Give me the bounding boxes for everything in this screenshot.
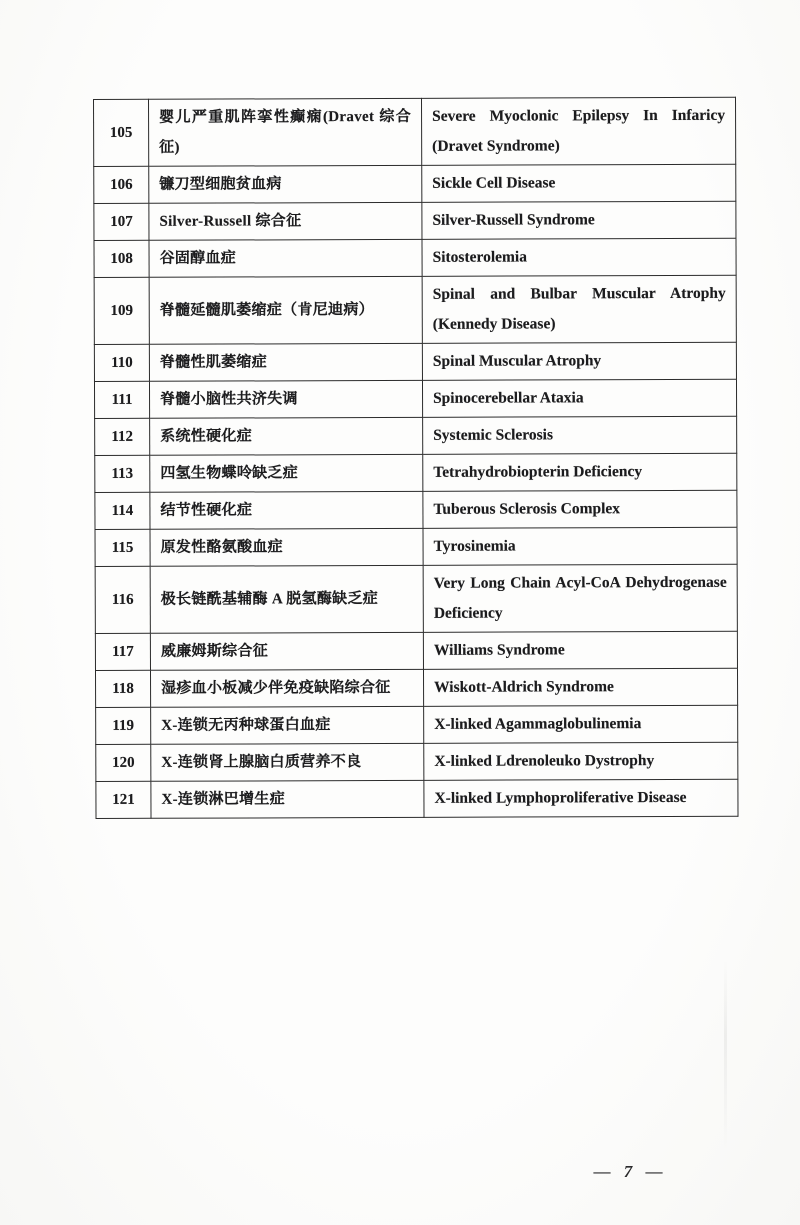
table-row — [95, 527, 737, 566]
english-name-cell: Systemic Sclerosis — [423, 416, 737, 454]
table-row — [94, 275, 736, 344]
chinese-name-cell: 脊髓延髓肌萎缩症（肯尼迪病） — [149, 276, 422, 344]
english-name-cell: Tuberous Sclerosis Complex — [423, 490, 737, 528]
table-row — [95, 631, 737, 670]
table-row — [96, 705, 738, 744]
chinese-name-cell: Silver-Russell 综合征 — [149, 202, 422, 240]
chinese-name-cell: 婴儿严重肌阵挛性癫痫(Dravet 综合征) — [149, 98, 422, 166]
table-row — [95, 490, 737, 529]
table-row — [94, 164, 736, 203]
table-row — [96, 742, 738, 781]
english-name-cell: Spinal and Bulbar Muscular Atrophy (Kennedy Disease) — [422, 275, 736, 343]
row-number-cell: 109 — [94, 277, 149, 344]
row-number-cell: 107 — [94, 203, 149, 240]
table-row — [95, 564, 737, 633]
row-number-cell: 121 — [96, 781, 151, 818]
chinese-name-cell: X-连锁无丙种球蛋白血症 — [151, 706, 424, 744]
footer-dash-left: — — [593, 1162, 611, 1181]
chinese-name-cell: 湿疹血小板减少伴免疫缺陷综合征 — [150, 669, 423, 707]
english-name-cell: Tetrahydrobiopterin Deficiency — [423, 453, 737, 491]
english-name-cell: Silver-Russell Syndrome — [422, 201, 736, 239]
chinese-name-cell: 谷固醇血症 — [149, 239, 422, 277]
table-row — [94, 97, 736, 166]
english-name-cell: Spinocerebellar Ataxia — [422, 379, 736, 417]
row-number-cell: 105 — [94, 99, 149, 166]
page-number: 7 — [623, 1162, 633, 1181]
english-name-cell: Wiskott-Aldrich Syndrome — [423, 668, 737, 706]
chinese-name-cell: 脊髓小脑性共济失调 — [149, 380, 422, 418]
english-name-cell: X-linked Ldrenoleuko Dystrophy — [424, 742, 738, 780]
chinese-name-cell: 极长链酰基辅酶 A 脱氢酶缺乏症 — [150, 565, 423, 633]
table-row — [94, 238, 736, 277]
row-number-cell: 120 — [96, 744, 151, 781]
page-footer — [578, 1162, 678, 1182]
table-row — [95, 668, 737, 707]
table-row — [96, 779, 738, 818]
chinese-name-cell: X-连锁淋巴增生症 — [151, 780, 424, 818]
chinese-name-cell: X-连锁肾上腺脑白质营养不良 — [151, 743, 424, 781]
table-row — [95, 416, 737, 455]
disease-table-body — [94, 97, 739, 818]
chinese-name-cell: 原发性酪氨酸血症 — [150, 528, 423, 566]
english-name-cell: X-linked Lymphoproliferative Disease — [424, 779, 738, 817]
row-number-cell: 113 — [95, 455, 150, 492]
row-number-cell: 110 — [94, 344, 149, 381]
chinese-name-cell: 镰刀型细胞贫血病 — [149, 165, 422, 203]
table-row — [95, 453, 737, 492]
english-name-cell: Severe Myoclonic Epilepsy In Infaricy (Dravet Syndrome) — [421, 97, 735, 165]
chinese-name-cell: 四氢生物蝶呤缺乏症 — [150, 454, 423, 492]
table-row — [94, 342, 736, 381]
scan-crease-artifact — [724, 960, 727, 1150]
row-number-cell: 119 — [96, 707, 151, 744]
row-number-cell: 114 — [95, 492, 150, 529]
row-number-cell: 108 — [94, 240, 149, 277]
table-row — [94, 379, 736, 418]
footer-dash-right: — — [645, 1162, 663, 1181]
table-row — [94, 201, 736, 240]
english-name-cell: Spinal Muscular Atrophy — [422, 342, 736, 380]
row-number-cell: 106 — [94, 166, 149, 203]
row-number-cell: 115 — [95, 529, 150, 566]
chinese-name-cell: 系统性硬化症 — [150, 417, 423, 455]
english-name-cell: Williams Syndrome — [423, 631, 737, 669]
chinese-name-cell: 威廉姆斯综合征 — [150, 632, 423, 670]
row-number-cell: 118 — [95, 670, 150, 707]
english-name-cell: Sickle Cell Disease — [422, 164, 736, 202]
row-number-cell: 112 — [95, 418, 150, 455]
chinese-name-cell: 脊髓性肌萎缩症 — [149, 343, 422, 381]
english-name-cell: X-linked Agammaglobulinemia — [424, 705, 738, 743]
english-name-cell: Sitosterolemia — [422, 238, 736, 276]
row-number-cell: 117 — [95, 633, 150, 670]
chinese-name-cell: 结节性硬化症 — [150, 491, 423, 529]
english-name-cell: Tyrosinemia — [423, 527, 737, 565]
row-number-cell: 111 — [94, 381, 149, 418]
english-name-cell: Very Long Chain Acyl-CoA Dehydrogenase Deficiency — [423, 564, 737, 632]
row-number-cell: 116 — [95, 566, 150, 633]
rare-disease-list-table — [93, 97, 739, 819]
